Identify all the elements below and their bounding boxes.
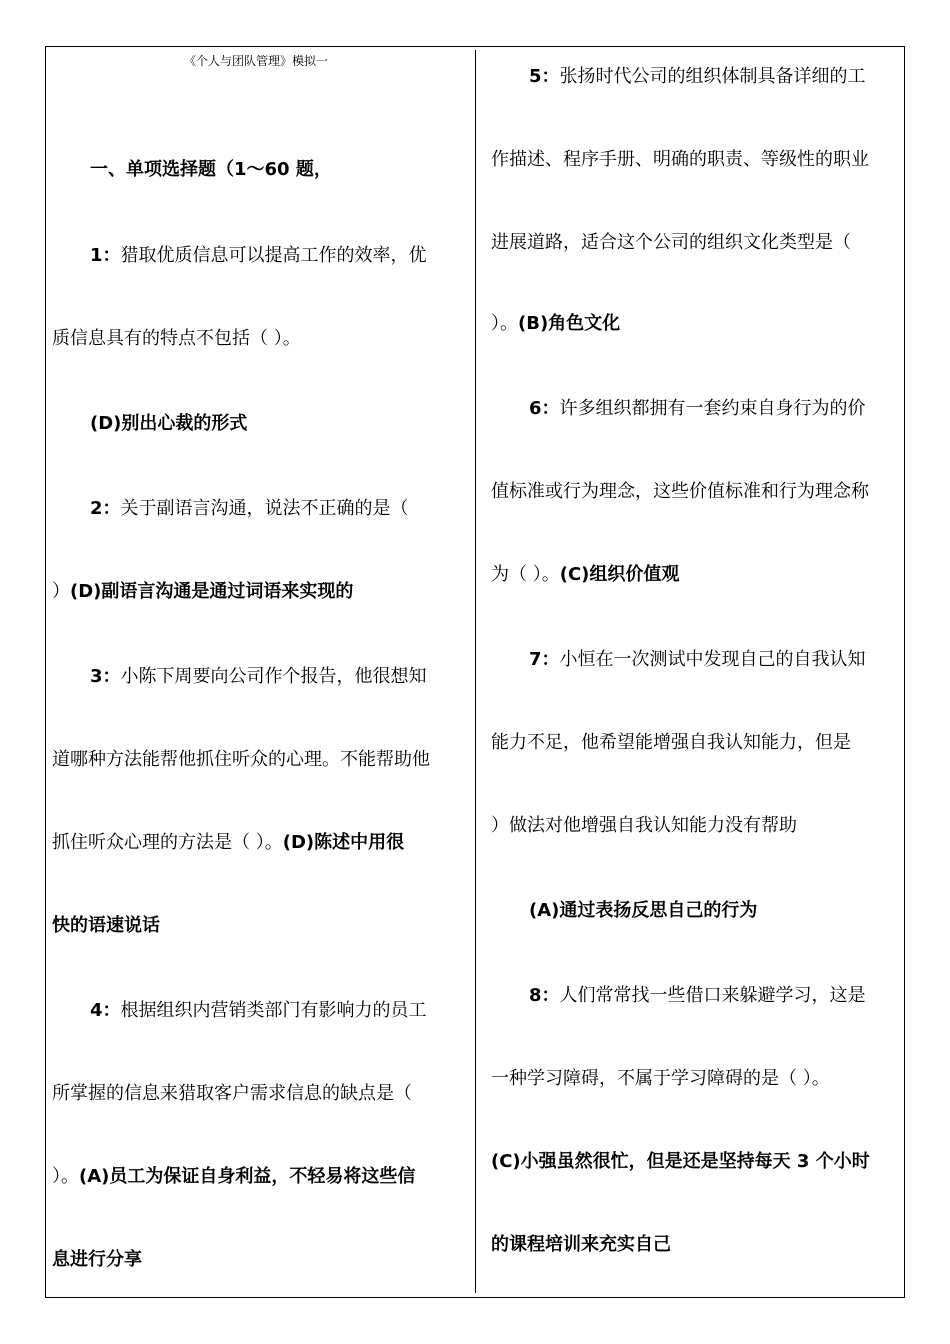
question-text: ）。 (52, 1166, 79, 1187)
document-title: 《个人与团队管理》模拟一 (183, 54, 328, 68)
question-text: 许多组织都拥有一套约束自身行为的价 (559, 398, 866, 419)
answer-5: (B)角色文化 (518, 313, 621, 334)
question-5-line-3: 进展道路，适合这个公司的组织文化类型是（ (491, 232, 851, 253)
question-2-line-1: 2：关于副语言沟通，说法不正确的是（ (90, 498, 409, 519)
question-4-line-3 (52, 1135, 460, 1218)
question-text: 抓住听众心理的方法是（ ）。 (52, 832, 283, 853)
question-4-line-1: 4：根据组织内营销类部门有影响力的员工 (90, 1000, 427, 1021)
question-number: 4 (90, 1000, 103, 1021)
question-7-line-1: 7：小恒在一次测试中发现自己的自我认知 (529, 649, 866, 670)
question-number: 8 (529, 985, 542, 1006)
question-number: 3 (90, 666, 103, 687)
answer-3-part-2: 快的语速说话 (52, 915, 160, 936)
answer-2: (D)副语言沟通是通过词语来实现的 (70, 581, 354, 602)
question-2-line-2 (52, 550, 460, 633)
question-3-line-1: 3：小陈下周要向公司作个报告，他很想知 (90, 666, 427, 687)
answer-6: (C)组织价值观 (559, 564, 680, 585)
question-number: 7 (529, 649, 542, 670)
question-text: 人们常常找一些借口来躲避学习，这是 (559, 985, 866, 1006)
question-8-line-1: 8：人们常常找一些借口来躲避学习，这是 (529, 985, 866, 1006)
question-8-line-2: 一种学习障碍，不属于学习障碍的是（ ）。 (491, 1068, 830, 1089)
question-number: 6 (529, 398, 542, 419)
question-7-line-2: 能力不足，他希望能增强自我认知能力，但是 (491, 732, 851, 753)
question-1-line-2: 质信息具有的特点不包括（ ）。 (52, 328, 301, 349)
question-text: ） (52, 581, 70, 602)
question-6-line-1: 6：许多组织都拥有一套约束自身行为的价 (529, 398, 866, 419)
question-5-line-2: 作描述、程序手册、明确的职责、等级性的职业 (491, 149, 869, 170)
question-text: 为（ ）。 (491, 564, 560, 585)
section-heading: 一、单项选择题（1～60 题， (90, 159, 332, 180)
question-3-line-3 (52, 801, 460, 884)
question-number: 1 (90, 245, 103, 266)
answer-4-part-1: (A)员工为保证自身利益，不轻易将这些信 (79, 1166, 416, 1187)
question-number: 5 (529, 66, 542, 87)
question-5-line-1: 5：张扬时代公司的组织体制具备详细的工 (529, 66, 866, 87)
question-5-line-4 (491, 282, 899, 365)
question-text: 张扬时代公司的组织体制具备详细的工 (559, 66, 866, 87)
answer-8-part-2: 的课程培训来充实自己 (491, 1234, 671, 1255)
question-6-line-3 (491, 533, 899, 616)
answer-1: (D)别出心裁的形式 (90, 413, 248, 434)
question-text: 小恒在一次测试中发现自己的自我认知 (559, 649, 866, 670)
answer-8-part-1: (C)小强虽然很忙，但是还是坚持每天 3 个小时 (491, 1151, 870, 1172)
question-text: ）。 (491, 313, 518, 334)
question-3-line-2: 道哪种方法能帮他抓住听众的心理。不能帮助他 (52, 749, 430, 770)
question-text: 关于副语言沟通，说法不正确的是（ (120, 498, 409, 519)
question-text: 根据组织内营销类部门有影响力的员工 (120, 1000, 427, 1021)
question-1-line-1: 1：猎取优质信息可以提高工作的效率，优 (90, 245, 427, 266)
question-text: 猎取优质信息可以提高工作的效率，优 (120, 245, 427, 266)
question-6-line-2: 值标准或行为理念，这些价值标准和行为理念称 (491, 481, 869, 502)
column-divider (475, 50, 476, 1293)
question-text: 小陈下周要向公司作个报告，他很想知 (120, 666, 427, 687)
question-number: 2 (90, 498, 103, 519)
answer-4-part-2: 息进行分享 (52, 1249, 142, 1270)
answer-7: (A)通过表扬反思自己的行为 (529, 900, 758, 921)
answer-3-part-1: (D)陈述中用很 (282, 832, 405, 853)
question-4-line-2: 所掌握的信息来猎取客户需求信息的缺点是（ (52, 1083, 412, 1104)
question-7-line-3: ）做法对他增强自我认知能力没有帮助 (491, 815, 797, 836)
